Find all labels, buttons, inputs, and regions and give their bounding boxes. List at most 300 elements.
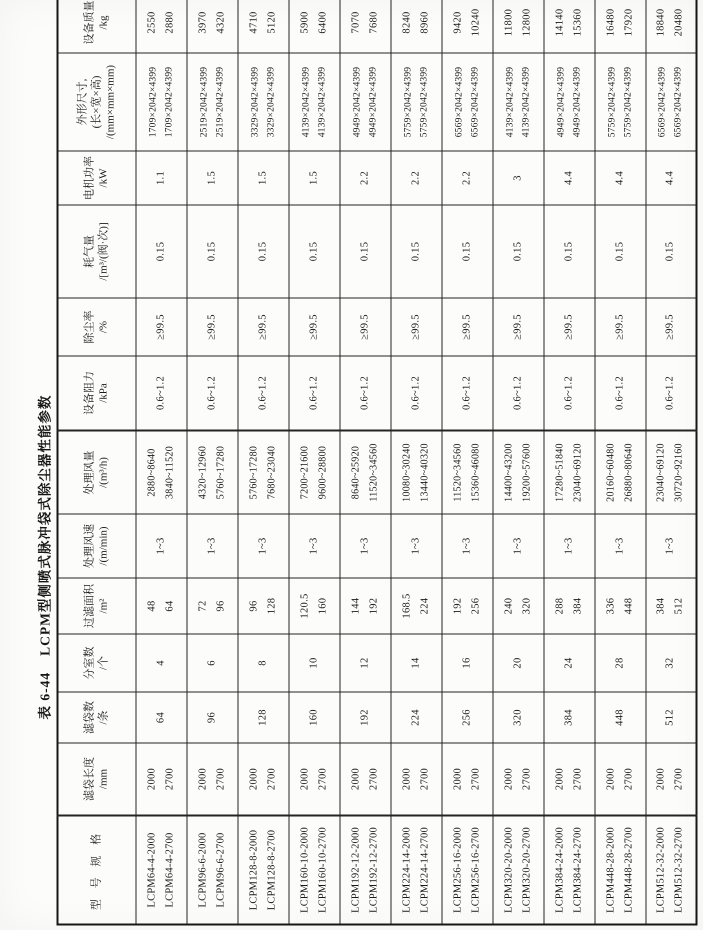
cell-bag_length-row7 <box>441 743 492 816</box>
cell-model-row4 <box>288 815 339 924</box>
cell-value: 384 <box>562 708 574 726</box>
header-model <box>57 815 135 924</box>
cell-value: 2000 <box>349 767 361 790</box>
cell-value: 11800 <box>502 8 514 36</box>
cell-value: 7070 <box>349 10 361 34</box>
cell-resistance-row4 <box>288 356 339 431</box>
cell-value: LCPM96-6-2700 <box>214 832 226 907</box>
cell-value: 4.4 <box>562 170 574 185</box>
header-resistance <box>57 356 135 431</box>
cell-air_volume-row9 <box>543 430 594 514</box>
cell-efficiency-row6 <box>390 298 441 356</box>
header-bag_count <box>57 692 135 743</box>
cell-value: 1~3 <box>205 536 217 555</box>
cell-value: 512 <box>673 597 685 614</box>
cell-motor_power-row8 <box>492 151 543 205</box>
cell-value: 96 <box>214 599 226 612</box>
cell-value: 224 <box>418 597 430 614</box>
cell-value: 256 <box>460 708 472 726</box>
cell-value: 1~3 <box>256 536 268 555</box>
table-number: 表 6-44 <box>37 671 52 719</box>
cell-value: 24 <box>562 656 574 669</box>
cell-value: 4949×2042×4399 <box>351 66 362 137</box>
cell-resistance-row2 <box>186 356 237 431</box>
cell-dimensions-row3 <box>237 53 288 151</box>
cell-value: LCPM224-14-2700 <box>418 826 430 913</box>
cell-value: 14140 <box>553 8 565 36</box>
cell-value: LCPM448-28-2700 <box>622 826 634 913</box>
cell-bag_length-row1 <box>135 743 186 816</box>
table-caption <box>33 8 56 925</box>
cell-value: 64 <box>163 599 175 612</box>
cell-resistance-row10 <box>594 356 645 431</box>
cell-value: ≥99.5 <box>613 313 625 340</box>
cell-value: 19200~57600 <box>520 442 532 502</box>
cell-value: 30720~92160 <box>673 442 685 502</box>
cell-value: 3970 <box>196 10 208 34</box>
cell-value: 5759×2042×4399 <box>418 66 429 137</box>
cell-air_volume-row11 <box>645 430 696 514</box>
cell-value: 384 <box>571 597 583 614</box>
cell-resistance-row8 <box>492 356 543 431</box>
cell-bag_length-row4 <box>288 743 339 816</box>
cell-value: 0.6~1.2 <box>256 375 268 410</box>
cell-mass-row8 <box>492 0 543 53</box>
cell-value: 17280~51840 <box>553 442 565 502</box>
cell-value: 1.5 <box>307 170 319 185</box>
cell-value: ≥99.5 <box>205 313 217 340</box>
cell-efficiency-row9 <box>543 298 594 356</box>
cell-model-row5 <box>339 815 390 924</box>
cell-dimensions-row9 <box>543 53 594 151</box>
spec-table-head <box>57 0 135 924</box>
cell-value: 160 <box>307 708 319 726</box>
cell-value: 3329×2042×4399 <box>265 66 276 137</box>
cell-efficiency-row4 <box>288 298 339 356</box>
cell-filter_area-row1 <box>135 578 186 634</box>
cell-value: 48 <box>145 599 157 612</box>
cell-value: 8640~25920 <box>349 445 361 499</box>
cell-air_volume-row4 <box>288 430 339 514</box>
cell-value: 120.5 <box>298 592 310 619</box>
cell-value: 4949×2042×4399 <box>571 66 582 137</box>
header-chambers <box>57 634 135 692</box>
cell-value: LCPM160-10-2000 <box>298 826 310 913</box>
header-resistance-line2: /kPa <box>97 382 110 403</box>
header-chambers-line2: /个 <box>97 655 110 670</box>
cell-air_volume-row1 <box>135 430 186 514</box>
cell-value: 0.6~1.2 <box>358 375 370 410</box>
header-air_consumption <box>57 205 135 298</box>
cell-value: 7200~21600 <box>298 445 310 499</box>
header-efficiency <box>57 298 135 356</box>
cell-value: 0.6~1.2 <box>613 375 625 410</box>
cell-air_speed-row4 <box>288 514 339 578</box>
cell-value: 2000 <box>298 767 310 790</box>
cell-bag_length-row10 <box>594 743 645 816</box>
cell-value: 8 <box>256 659 268 666</box>
header-air_speed-line1: 处理风速 <box>83 523 96 568</box>
cell-filter_area-row5 <box>339 578 390 634</box>
cell-value: 336 <box>604 597 616 614</box>
cell-filter_area-row10 <box>594 578 645 634</box>
table-row <box>288 0 339 924</box>
cell-value: 256 <box>469 597 481 614</box>
cell-mass-row5 <box>339 0 390 53</box>
cell-value: 0.6~1.2 <box>409 375 421 410</box>
cell-value: 1~3 <box>358 536 370 555</box>
cell-value: LCPM256-16-2700 <box>469 826 481 913</box>
cell-motor_power-row2 <box>186 151 237 205</box>
cell-value: 2700 <box>163 767 175 790</box>
cell-value: 6569×2042×4399 <box>657 66 668 137</box>
cell-mass-row9 <box>543 0 594 53</box>
cell-air_consumption-row9 <box>543 205 594 298</box>
cell-value: LCPM320-20-2700 <box>520 826 532 913</box>
cell-air_volume-row2 <box>186 430 237 514</box>
cell-bag_count-row11 <box>645 692 696 743</box>
cell-resistance-row1 <box>135 356 186 431</box>
cell-value: LCPM96-6-2000 <box>196 832 208 907</box>
cell-bag_length-row11 <box>645 743 696 816</box>
cell-air_consumption-row3 <box>237 205 288 298</box>
cell-value: 224 <box>409 708 421 726</box>
cell-value: ≥99.5 <box>409 313 421 340</box>
cell-value: 96 <box>205 711 217 723</box>
cell-value: 4320 <box>214 10 226 34</box>
cell-air_volume-row5 <box>339 430 390 514</box>
cell-value: 8240 <box>400 10 412 34</box>
cell-value: 0.6~1.2 <box>154 375 166 410</box>
cell-value: 15360 <box>571 8 583 36</box>
cell-value: 2700 <box>520 767 532 790</box>
rotated-table-block <box>33 0 697 925</box>
cell-mass-row6 <box>390 0 441 53</box>
table-row <box>645 0 696 924</box>
cell-model-row10 <box>594 815 645 924</box>
cell-value: 0.15 <box>409 241 421 261</box>
cell-air_speed-row8 <box>492 514 543 578</box>
cell-value: 0.6~1.2 <box>664 375 676 410</box>
cell-air_consumption-row6 <box>390 205 441 298</box>
header-filter_area <box>57 578 135 634</box>
cell-value: 15360~46080 <box>469 442 481 502</box>
cell-value: 28 <box>613 656 625 669</box>
cell-value: LCPM64-4-2000 <box>145 832 157 907</box>
cell-value: 1709×2042×4399 <box>163 66 174 137</box>
cell-value: LCPM224-14-2000 <box>400 826 412 913</box>
header-air_volume-line1: 处理风量 <box>83 450 96 494</box>
cell-value: 2700 <box>418 767 430 790</box>
header-chambers-line1: 分室数 <box>83 646 96 679</box>
cell-value: 192 <box>358 708 370 726</box>
cell-value: 64 <box>154 711 166 723</box>
header-dimensions-line3: /(mm×mm×mm) <box>104 64 117 139</box>
header-filter_area-line2: /m² <box>97 598 110 613</box>
cell-value: 5900 <box>298 10 310 34</box>
table-row <box>594 0 645 924</box>
cell-filter_area-row11 <box>645 578 696 634</box>
cell-value: 7680~23040 <box>265 445 277 499</box>
cell-value: 1~3 <box>460 536 472 555</box>
cell-filter_area-row7 <box>441 578 492 634</box>
cell-value: 2000 <box>247 767 259 790</box>
cell-mass-row4 <box>288 0 339 53</box>
cell-value: 1~3 <box>664 536 676 555</box>
cell-value: 7680 <box>367 10 379 34</box>
cell-value: 0.6~1.2 <box>307 375 319 410</box>
cell-filter_area-row6 <box>390 578 441 634</box>
cell-air_volume-row6 <box>390 430 441 514</box>
cell-value: 2880~8640 <box>145 447 157 497</box>
cell-bag_count-row10 <box>594 692 645 743</box>
cell-dimensions-row7 <box>441 53 492 151</box>
cell-model-row9 <box>543 815 594 924</box>
cell-value: 10240 <box>469 8 481 36</box>
cell-value: 0.6~1.2 <box>205 375 217 410</box>
cell-mass-row2 <box>186 0 237 53</box>
cell-value: LCPM448-28-2000 <box>604 826 616 913</box>
cell-value: 0.15 <box>154 241 166 261</box>
cell-value: 8960 <box>418 10 430 34</box>
cell-value: 2000 <box>604 767 616 790</box>
cell-value: 18840 <box>655 8 667 36</box>
table-row <box>390 0 441 924</box>
cell-motor_power-row4 <box>288 151 339 205</box>
cell-efficiency-row5 <box>339 298 390 356</box>
cell-value: 20 <box>511 656 523 669</box>
cell-dimensions-row10 <box>594 53 645 151</box>
cell-value: 0.6~1.2 <box>511 375 523 410</box>
cell-value: 0.15 <box>664 241 676 261</box>
cell-air_speed-row1 <box>135 514 186 578</box>
cell-value: 4139×2042×4399 <box>316 66 327 137</box>
cell-motor_power-row11 <box>645 151 696 205</box>
cell-air_speed-row10 <box>594 514 645 578</box>
cell-air_consumption-row2 <box>186 205 237 298</box>
header-efficiency-line1: 除尘率 <box>83 310 96 343</box>
cell-air_consumption-row1 <box>135 205 186 298</box>
cell-efficiency-row2 <box>186 298 237 356</box>
cell-value: LCPM512-32-2700 <box>673 826 685 913</box>
cell-mass-row7 <box>441 0 492 53</box>
cell-value: 6400 <box>316 10 328 34</box>
cell-resistance-row11 <box>645 356 696 431</box>
cell-value: 0.15 <box>256 241 268 261</box>
cell-chambers-row11 <box>645 634 696 692</box>
cell-value: 2000 <box>655 767 667 790</box>
cell-value: LCPM128-8-2700 <box>265 829 277 910</box>
cell-value: ≥99.5 <box>511 313 523 340</box>
cell-value: 0.15 <box>511 241 523 261</box>
cell-bag_count-row6 <box>390 692 441 743</box>
cell-dimensions-row1 <box>135 53 186 151</box>
cell-value: 2.2 <box>358 170 370 185</box>
cell-value: 20160~60480 <box>604 442 616 502</box>
cell-dimensions-row11 <box>645 53 696 151</box>
cell-bag_count-row8 <box>492 692 543 743</box>
cell-value: 2700 <box>214 767 226 790</box>
cell-value: 0.15 <box>460 241 472 261</box>
cell-model-row6 <box>390 815 441 924</box>
cell-value: 2700 <box>571 767 583 790</box>
cell-value: 1.5 <box>205 170 217 185</box>
cell-filter_area-row8 <box>492 578 543 634</box>
header-air_volume-line2: /(m³/h) <box>97 456 110 488</box>
cell-value: 2519×2042×4399 <box>198 66 209 137</box>
cell-value: 2.2 <box>460 170 472 185</box>
cell-value: 1~3 <box>307 536 319 555</box>
cell-air_consumption-row4 <box>288 205 339 298</box>
cell-value: 1.5 <box>256 170 268 185</box>
cell-model-row3 <box>237 815 288 924</box>
cell-value: 1~3 <box>613 536 625 555</box>
cell-value: 160 <box>316 597 328 614</box>
cell-air_consumption-row11 <box>645 205 696 298</box>
cell-value: 0.15 <box>358 241 370 261</box>
cell-dimensions-row6 <box>390 53 441 151</box>
cell-value: 3329×2042×4399 <box>249 66 260 137</box>
cell-dimensions-row2 <box>186 53 237 151</box>
cell-efficiency-row3 <box>237 298 288 356</box>
cell-value: 2880 <box>163 10 175 34</box>
cell-value: 5760~17280 <box>214 445 226 499</box>
cell-air_speed-row7 <box>441 514 492 578</box>
cell-value: 2700 <box>316 767 328 790</box>
cell-value: 2000 <box>502 767 514 790</box>
page-title: LCPM型侧喷式脉冲袋式除尘器性能参数 <box>37 394 52 656</box>
cell-value: 4949×2042×4399 <box>555 66 566 137</box>
cell-value: 192 <box>451 597 463 614</box>
cell-bag_count-row3 <box>237 692 288 743</box>
cell-dimensions-row8 <box>492 53 543 151</box>
cell-value: 3840~11520 <box>163 445 175 499</box>
cell-air_speed-row6 <box>390 514 441 578</box>
cell-mass-row11 <box>645 0 696 53</box>
cell-value: 13440~40320 <box>418 442 430 502</box>
cell-value: 4139×2042×4399 <box>520 66 531 137</box>
cell-value: ≥99.5 <box>562 313 574 340</box>
table-row <box>543 0 594 924</box>
cell-value: 4139×2042×4399 <box>300 66 311 137</box>
cell-value: 2000 <box>145 767 157 790</box>
cell-value: 16 <box>460 656 472 669</box>
cell-chambers-row3 <box>237 634 288 692</box>
header-dimensions-line1: 外形尺寸, <box>76 78 89 125</box>
cell-value: 4949×2042×4399 <box>367 66 378 137</box>
cell-value: 0.6~1.2 <box>562 375 574 410</box>
cell-value: 192 <box>367 597 379 614</box>
cell-value: 128 <box>265 597 277 614</box>
cell-motor_power-row5 <box>339 151 390 205</box>
cell-bag_length-row9 <box>543 743 594 816</box>
cell-air_consumption-row10 <box>594 205 645 298</box>
cell-value: LCPM128-8-2000 <box>247 829 259 910</box>
header-bag_count-line1: 滤袋数 <box>83 700 96 734</box>
spec-table-body <box>135 0 696 924</box>
table-row <box>441 0 492 924</box>
cell-value: 6569×2042×4399 <box>453 66 464 137</box>
header-row <box>57 0 135 924</box>
cell-value: 11520~34560 <box>451 442 463 502</box>
cell-value: 0.15 <box>613 241 625 261</box>
cell-value: 448 <box>613 708 625 726</box>
cell-bag_length-row8 <box>492 743 543 816</box>
header-air_speed <box>57 514 135 578</box>
table-row <box>492 0 543 924</box>
cell-bag_length-row3 <box>237 743 288 816</box>
cell-value: 384 <box>655 597 667 614</box>
cell-efficiency-row8 <box>492 298 543 356</box>
header-air_consumption-line1: 耗气量 <box>83 234 96 268</box>
header-efficiency-line2: /% <box>97 320 110 333</box>
cell-bag_count-row1 <box>135 692 186 743</box>
cell-chambers-row1 <box>135 634 186 692</box>
cell-value: 26880~80640 <box>622 442 634 502</box>
cell-value: 1709×2042×4399 <box>147 66 158 137</box>
cell-value: ≥99.5 <box>154 313 166 340</box>
cell-chambers-row4 <box>288 634 339 692</box>
table-row <box>186 0 237 924</box>
header-air_speed-line2: /(m/min) <box>97 525 110 566</box>
cell-motor_power-row7 <box>441 151 492 205</box>
cell-value: 4139×2042×4399 <box>504 66 515 137</box>
cell-value: 512 <box>664 708 676 726</box>
cell-value: 448 <box>622 597 634 614</box>
cell-value: 2000 <box>400 767 412 790</box>
cell-bag_length-row6 <box>390 743 441 816</box>
cell-value: 5759×2042×4399 <box>622 66 633 137</box>
cell-value: 0.6~1.2 <box>460 375 472 410</box>
cell-value: 0.15 <box>205 241 217 261</box>
header-mass-line1: 设备质量 <box>83 0 96 44</box>
cell-value: 10080~30240 <box>400 442 412 502</box>
cell-mass-row10 <box>594 0 645 53</box>
cell-value: 1~3 <box>511 536 523 555</box>
cell-value: 0.15 <box>307 241 319 261</box>
header-model-line1: 型 号 规 格 <box>90 829 103 910</box>
cell-value: 2519×2042×4399 <box>214 66 225 137</box>
cell-value: 320 <box>511 708 523 726</box>
cell-value: 2000 <box>451 767 463 790</box>
cell-air_speed-row9 <box>543 514 594 578</box>
cell-mass-row3 <box>237 0 288 53</box>
cell-value: ≥99.5 <box>307 313 319 340</box>
cell-value: 20480 <box>673 8 685 36</box>
cell-filter_area-row9 <box>543 578 594 634</box>
cell-value: LCPM256-16-2000 <box>451 826 463 913</box>
header-motor_power <box>57 151 135 205</box>
cell-value: LCPM512-32-2000 <box>655 826 667 913</box>
cell-value: LCPM192-12-2700 <box>367 826 379 913</box>
cell-value: 2700 <box>367 767 379 790</box>
cell-value: 96 <box>247 599 259 612</box>
cell-value: 128 <box>256 708 268 726</box>
cell-bag_count-row7 <box>441 692 492 743</box>
cell-value: 240 <box>502 597 514 614</box>
cell-bag_count-row2 <box>186 692 237 743</box>
cell-air_consumption-row5 <box>339 205 390 298</box>
cell-efficiency-row10 <box>594 298 645 356</box>
cell-bag_count-row5 <box>339 692 390 743</box>
cell-value: LCPM64-4-2700 <box>163 832 175 907</box>
cell-air_speed-row5 <box>339 514 390 578</box>
cell-value: 2700 <box>673 767 685 790</box>
header-mass <box>57 0 135 53</box>
cell-chambers-row5 <box>339 634 390 692</box>
cell-air_volume-row8 <box>492 430 543 514</box>
cell-value: 23040~69120 <box>655 442 667 502</box>
